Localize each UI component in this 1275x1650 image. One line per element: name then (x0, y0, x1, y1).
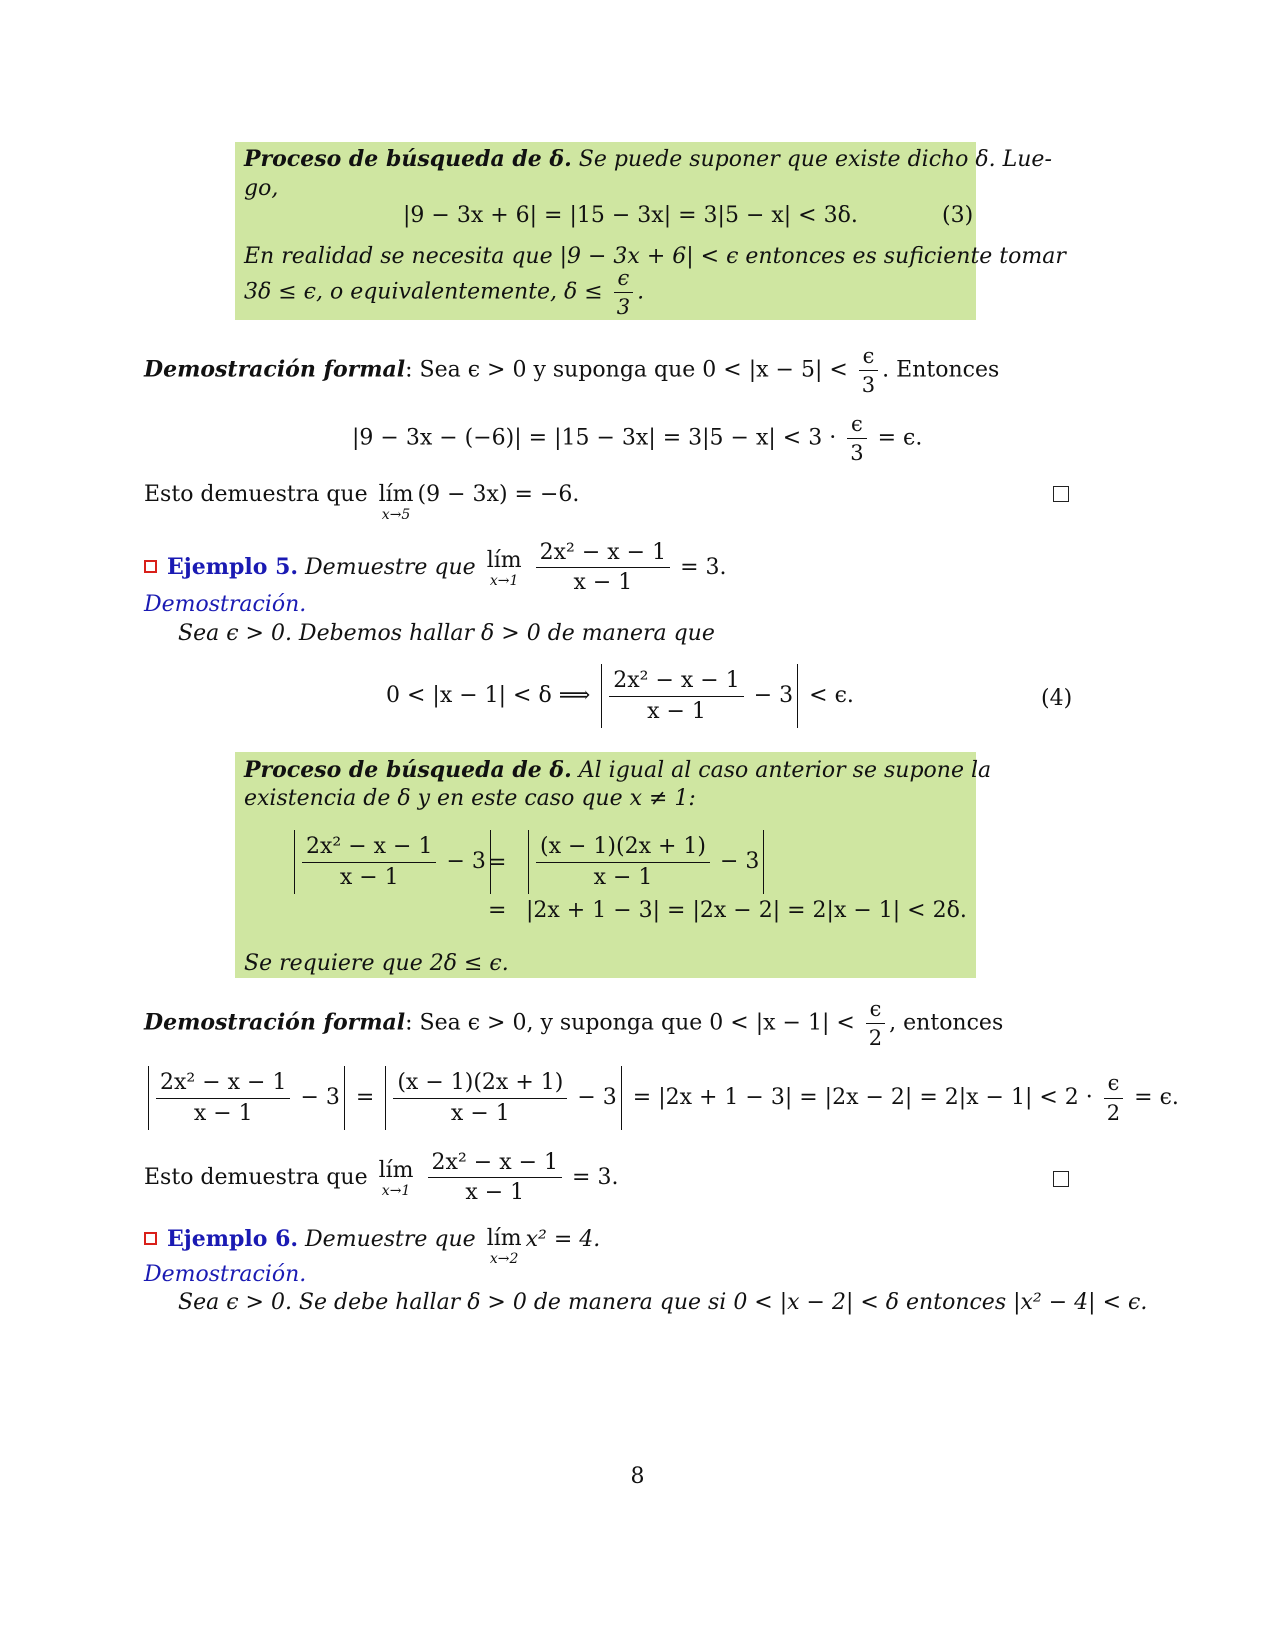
abs-bar (344, 1066, 345, 1130)
ejemplo5-eq-left: 0 < |x − 1| < δ ⟹ (386, 683, 591, 708)
box1-line1 (244, 146, 1052, 172)
box2-line1 (244, 757, 991, 783)
ejemplo5-line1: Sea ϵ > 0. Debemos hallar δ > 0 de manera que (178, 621, 715, 646)
proof1-conclusion (144, 482, 579, 522)
proof2-conc-frac-den: x − 1 (465, 1180, 525, 1206)
proof1-lim (379, 482, 414, 522)
ejemplo5-eq-frac-num: 2x² − x − 1 (609, 668, 743, 696)
abs-bar (621, 1066, 622, 1130)
ejemplo5-eq-end: < ϵ. (809, 683, 854, 708)
proof1-conclusion-expr: (9 − 3x) = −6. (417, 482, 580, 507)
proof1-eq-frac-num: ϵ (847, 412, 867, 439)
proof1-equation (352, 412, 922, 465)
ejemplo6-demo-label: Demostración. (144, 1262, 307, 1287)
ejemplo6-lim-sub: x→2 (489, 1251, 519, 1268)
proof2-eq-frac2 (393, 1070, 567, 1126)
proof1-text: : Sea ϵ > 0 y suponga que 0 < |x − 5| < (405, 357, 848, 383)
box1-line1-text: Se puede suponer que existe dicho δ. Lue- (578, 147, 1052, 172)
proof1-eq-text: |9 − 3x − (−6)| = |15 − 3x| = 3|5 − x| < 3 · (352, 425, 837, 451)
ejemplo6-bullet-icon (144, 1232, 157, 1245)
proof1-frac-num: ϵ (859, 344, 879, 371)
ejemplo6-statement-text: Demuestre que (305, 1227, 476, 1252)
proof2-line (144, 997, 1003, 1050)
box1-line3: En realidad se necesita que |9 − 3x + 6| < ϵ entonces es suficiente tomar (244, 244, 1066, 269)
proof1-label: Demostración formal (144, 356, 406, 383)
ejemplo5-frac-num: 2x² − x − 1 (536, 540, 670, 568)
ejemplo5-frac (536, 540, 670, 596)
box1-frac-den: 3 (616, 295, 631, 320)
proof1-frac (858, 344, 879, 397)
proof2-lim (379, 1158, 414, 1198)
ejemplo5-lim-sub: x→1 (489, 573, 519, 589)
ejemplo5-lim-word: lím (486, 547, 522, 573)
proof2-eq-minus3: − 3 (300, 1085, 340, 1110)
proof2-label: Demostración formal (144, 1009, 406, 1036)
box2-equation-row1-right (524, 830, 768, 894)
proof1-frac-den: 3 (861, 373, 876, 398)
box2-frac1-num: 2x² − x − 1 (302, 834, 436, 862)
abs-bar (763, 830, 764, 894)
ejemplo5-eq-minus3: − 3 (753, 683, 794, 708)
proof2-eq-frac1-num: 2x² − x − 1 (156, 1070, 290, 1098)
box2-minus3: − 3 (446, 849, 486, 874)
proof1-lim-sub: x→5 (381, 507, 411, 524)
box2-footer: Se requiere que 2δ ≤ ϵ. (244, 951, 509, 976)
box1-heading: Proceso de búsqueda de δ. (244, 146, 572, 172)
ejemplo5-demo-label: Demostración. (144, 592, 307, 617)
proof2-eq-frac2-den: x − 1 (450, 1100, 510, 1126)
box1-line2: go, (244, 176, 279, 201)
proof2-eq-end: = ϵ. (1134, 1085, 1179, 1110)
proof2-equation (144, 1066, 1179, 1130)
box2-frac1 (302, 834, 436, 890)
ejemplo5-eq-frac-den: x − 1 (647, 698, 706, 724)
abs-bar (294, 830, 295, 894)
proof2-lim-sub: x→1 (381, 1183, 411, 1199)
proof1-lim-word: lím (378, 482, 414, 507)
box2-minus3-right: − 3 (719, 849, 760, 874)
proof1-end: . Entonces (882, 357, 1000, 383)
ejemplo5-statement (144, 540, 727, 596)
proof2-eq-rest: = |2x + 1 − 3| = |2x − 2| = 2|x − 1| < 2 · (632, 1085, 1093, 1110)
ejemplo6-expr: x² = 4. (525, 1227, 601, 1252)
proof2-frac-num: ϵ (866, 997, 886, 1024)
qed-square-2 (1053, 1171, 1069, 1187)
box2-frac2-num: (x − 1)(2x + 1) (536, 834, 710, 862)
ejemplo5-lim (487, 548, 522, 588)
box2-equals-1: = (488, 850, 507, 875)
box2-frac2-den: x − 1 (593, 864, 653, 890)
proof1-line (144, 344, 999, 397)
ejemplo6-title: Ejemplo 6. (167, 1226, 299, 1252)
proof2-end: , entonces (889, 1010, 1004, 1036)
proof1-eq-end: = ϵ. (877, 425, 923, 451)
box1-line4-text: 3δ ≤ ϵ, o equivalentemente, δ ≤ (244, 279, 603, 305)
page-number: 8 (630, 1464, 645, 1489)
box1-line4 (244, 266, 644, 319)
box2-row2: |2x + 1 − 3| = |2x − 2| = 2|x − 1| < 2δ. (526, 898, 967, 923)
proof2-eq-equals: = (355, 1085, 375, 1110)
abs-bar (797, 664, 798, 728)
proof2-eq-minus3-right: − 3 (577, 1085, 617, 1110)
ejemplo6-line1: Sea ϵ > 0. Se debe hallar δ > 0 de manera que si 0 < |x − 2| < δ entonces |x² − 4| < ϵ. (178, 1290, 1148, 1315)
proof1-conclusion-text: Esto demuestra que (144, 482, 368, 507)
proof2-frac-den: 2 (868, 1026, 883, 1051)
abs-bar (601, 664, 602, 728)
proof2-text: : Sea ϵ > 0, y suponga que 0 < |x − 1| < (405, 1010, 855, 1036)
ejemplo5-frac-den: x − 1 (573, 570, 633, 596)
ejemplo5-equation (386, 664, 854, 728)
box2-equation-row1 (290, 830, 495, 894)
proof2-eq-frac1 (156, 1070, 290, 1126)
ejemplo5-bullet-icon (144, 560, 157, 573)
proof2-lim-word: lím (378, 1157, 414, 1183)
box2-line1-text: Al igual al caso anterior se supone la (578, 758, 992, 783)
proof2-eq-frac2-num: (x − 1)(2x + 1) (393, 1070, 567, 1098)
abs-bar (528, 830, 529, 894)
ejemplo5-eq-number: (4) (1041, 686, 1073, 711)
proof2-eq-frac3-num: ϵ (1104, 1071, 1124, 1098)
box2-equals-2: = (488, 898, 507, 923)
ejemplo6-statement (144, 1226, 600, 1266)
proof2-conc-frac (428, 1150, 562, 1206)
proof2-conc-end: = 3. (572, 1164, 619, 1190)
box1-line4-frac (613, 266, 634, 319)
ejemplo5-title: Ejemplo 5. (167, 553, 299, 580)
box1-line4-end: . (637, 279, 645, 305)
ejemplo5-eq-frac (609, 668, 743, 724)
box1-frac-num: ϵ (614, 266, 634, 293)
proof2-eq-frac3-den: 2 (1106, 1100, 1121, 1125)
ejemplo5-end: = 3. (680, 554, 727, 580)
box1-equation: |9 − 3x + 6| = |15 − 3x| = 3|5 − x| < 3δ. (403, 203, 858, 228)
proof2-frac (865, 997, 886, 1050)
proof2-eq-frac1-den: x − 1 (193, 1100, 253, 1126)
qed-square-1 (1053, 486, 1069, 502)
proof1-eq-frac-den: 3 (850, 441, 864, 466)
box2-line2: existencia de δ y en este caso que x ≠ 1: (244, 786, 696, 811)
box2-frac1-den: x − 1 (339, 864, 399, 890)
box2-heading: Proceso de búsqueda de δ. (244, 757, 572, 783)
ejemplo6-lim (487, 1226, 522, 1266)
ejemplo5-statement-text: Demuestre que (305, 554, 476, 580)
box2-frac2 (536, 834, 710, 890)
ejemplo6-lim-word: lím (486, 1226, 522, 1251)
proof2-eq-frac3 (1103, 1071, 1124, 1124)
abs-bar (148, 1066, 149, 1130)
abs-bar (385, 1066, 386, 1130)
box1-eq-number: (3) (942, 203, 974, 228)
proof1-eq-frac (846, 412, 867, 465)
proof2-conclusion (144, 1150, 618, 1206)
proof2-conc-frac-num: 2x² − x − 1 (428, 1150, 562, 1178)
proof2-conclusion-text: Esto demuestra que (144, 1164, 368, 1190)
